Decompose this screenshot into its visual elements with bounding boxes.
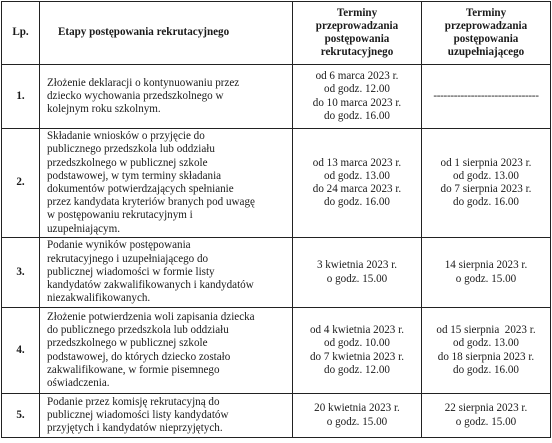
table-row [2,394,551,438]
main-recruitment-dates [293,65,422,129]
row-number: 5. [2,394,40,438]
table-row [2,238,551,308]
date-line: do 7 sierpnia 2023 r. [440,183,532,195]
supplementary-recruitment-dates [422,238,551,308]
stage-line: Podanie wyników postępowania [47,239,191,252]
main-recruitment-dates [293,394,422,438]
recruitment-schedule-document [1,1,550,441]
stage-line: publicznej wiadomości w formie listy [47,265,215,278]
date-line: 22 sierpnia 2023 r. [444,402,528,415]
header-lp: Lp. [2,2,40,65]
header-row [2,2,551,65]
date-line: od godz. 13.00 [324,169,390,182]
stage-line: zakwalifikowane, w formie pisemnego [47,363,220,376]
date-line: od godz. 13.00 [453,169,519,182]
header-supp-line: przeprowadzania [444,19,528,32]
stage-line: niezakwalifikowanych. [47,292,151,305]
stage-line: Złożenie potwierdzenia woli zapisania dziecka [47,310,255,323]
header-supp-line: uzupełniającego [447,46,525,59]
not-applicable-dashes: ------------------------------- [433,89,539,102]
supplementary-recruitment-dates [422,129,551,238]
date-line: od 4 kwietnia 2023 r. [310,324,404,337]
stage-line: przedszkolnego w publicznej szkole [47,156,208,169]
main-recruitment-dates [293,238,422,308]
stage-line: podstawowej, do których dziecko zostało [47,350,231,363]
stage-line: do publicznego przedszkola lub oddziału [47,324,229,337]
table-row [2,129,551,238]
date-line: do godz. 16.00 [453,196,519,209]
main-recruitment-dates [293,129,422,238]
stage-line: przez kandydata kryteriów branych pod uwagę [47,196,255,209]
stage-line: przyjętych i kandydatów nieprzyjętych. [47,422,223,435]
stage-description [40,129,293,238]
header-main-line: postępowania [324,33,390,45]
stage-line: dokumentów potwierdzających spełnianie [47,183,234,195]
date-line: od godz. 12.00 [324,83,390,96]
header-main-recruitment-dates [293,2,422,65]
row-number: 1. [2,65,40,129]
stage-line: przedszkolnego w publicznej szkole [47,337,208,350]
row-number: 3. [2,238,40,308]
main-recruitment-dates [293,308,422,394]
stage-description [40,238,293,308]
table-row [2,65,551,129]
schedule-table [1,1,551,438]
header-supp-line: postępowania [453,33,519,45]
stage-line: Podanie przez komisję rekrutacyjną do [47,395,220,408]
header-supplementary-recruitment-dates [422,2,551,65]
supplementary-recruitment-dates [422,65,551,129]
date-line: do 24 marca 2023 r. [312,183,402,195]
date-line: o godz. 15.00 [326,415,388,428]
date-line: do 10 marca 2023 r. [312,96,402,109]
stage-line: w postępowaniu rekrutacyjnym i [47,209,193,222]
stage-line: Złożenie deklaracji o kontynuowaniu przez [47,76,240,89]
header-supp-line: Terminy [465,6,507,19]
stage-description [40,65,293,129]
stage-line: publicznej wiadomości listy kandydatów [47,408,229,421]
date-line: od 1 sierpnia 2023 r. [440,156,532,169]
stage-line: uzupełniającym. [47,222,121,235]
stage-line: Składanie wniosków o przyjęcie do [47,130,205,143]
date-line: od godz. 13.00 [453,337,519,350]
date-line: 20 kwietnia 2023 r. [314,402,400,415]
stage-line: kolejnym roku szkolnym. [47,103,161,116]
date-line: do 18 sierpnia 2023 r. [437,350,535,363]
date-line: od 13 marca 2023 r. [312,156,402,169]
stage-line: rekrutacyjnego i uzupełniającego do [47,252,209,265]
stage-line: dziecko wychowania przedszkolnego w [47,89,224,102]
date-line: od godz. 10.00 [324,337,390,350]
header-main-line: przeprowadzania [315,19,399,32]
stage-line: publicznego przedszkola lub oddziału [47,143,215,156]
date-line: do 7 kwietnia 2023 r. [310,350,404,363]
date-line: do godz. 16.00 [324,109,390,122]
stage-line: oświadczenia. [47,376,110,389]
stage-description [40,394,293,438]
date-line: o godz. 15.00 [455,272,517,285]
header-stage: Etapy postępowania rekrutacyjnego [40,2,293,65]
date-line: 14 sierpnia 2023 r. [444,259,528,272]
stage-description [40,308,293,394]
header-main-line: rekrutacyjnego [320,46,394,59]
date-line: do godz. 12.00 [324,363,390,376]
header-main-line: Terminy [336,6,378,19]
date-line: 3 kwietnia 2023 r. [316,259,398,272]
supplementary-recruitment-dates [422,308,551,394]
date-line: od 6 marca 2023 r. [315,70,399,83]
date-line: o godz. 15.00 [326,272,388,285]
stage-line: podstawowej, w tym terminy składania [47,169,222,182]
date-line: do godz. 16.00 [324,196,390,209]
row-number: 2. [2,129,40,238]
date-line: o godz. 15.00 [455,415,517,428]
date-line: od 15 sierpnia 2023 r. [436,324,536,337]
stage-line: kandydatów zakwalifikowanych i kandydatów [47,279,254,292]
date-line: do godz. 16.00 [453,363,519,376]
table-row [2,308,551,394]
supplementary-recruitment-dates [422,394,551,438]
row-number: 4. [2,308,40,394]
